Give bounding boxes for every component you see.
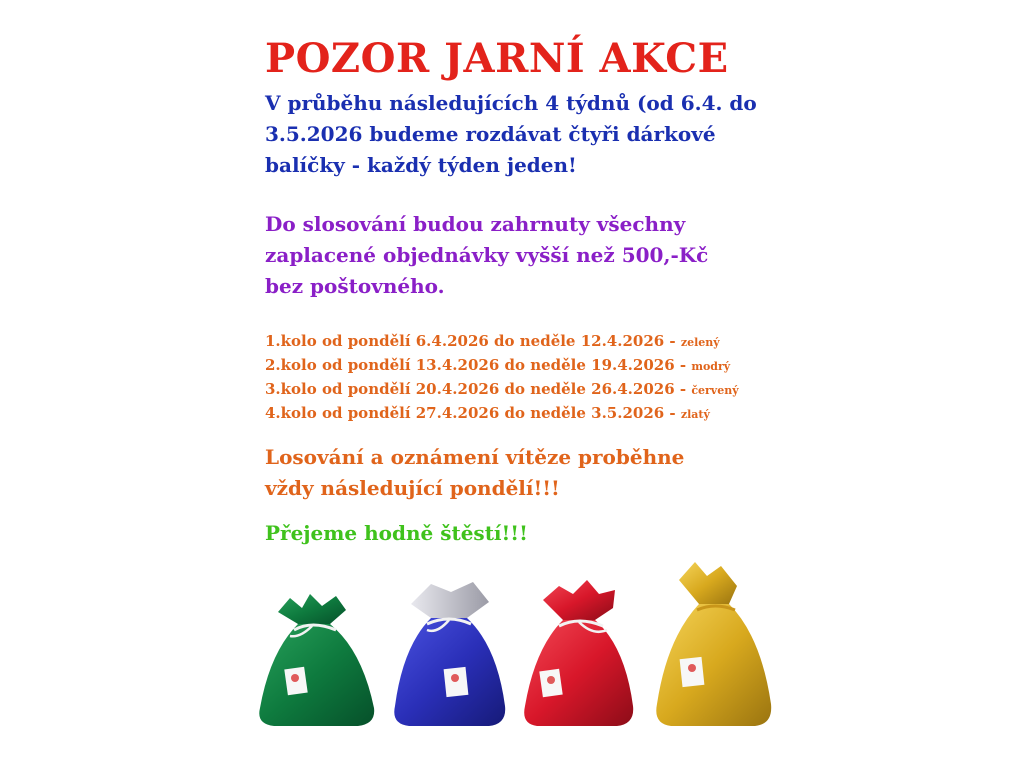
wish-text: Přejeme hodně štěstí!!! (265, 521, 528, 545)
conditions-line: bez poštovného. (265, 274, 445, 298)
gift-bags-image (250, 560, 780, 730)
blue-gift-bag (385, 580, 515, 730)
flyer (265, 34, 805, 549)
round-item (265, 330, 805, 354)
rounds-list (265, 330, 805, 426)
round-text: 1.kolo od pondělí 6.4.2026 do neděle 12.4.2026 - (265, 332, 681, 350)
round-text: 3.kolo od pondělí 20.4.2026 do neděle 26.4.2026 - (265, 380, 692, 398)
intro-line: 3.5.2026 budeme rozdávat čtyři dárkové (265, 122, 716, 146)
round-color: modrý (691, 360, 731, 373)
round-item (265, 402, 805, 426)
page-title: POZOR JARNÍ AKCE (265, 35, 729, 82)
intro-paragraph (265, 88, 805, 181)
round-text: 2.kolo od pondělí 13.4.2026 do neděle 19.4.2026 - (265, 356, 692, 374)
red-gift-bag (515, 580, 645, 730)
round-item (265, 354, 805, 378)
conditions-line: Do slosování budou zahrnuty všechny (265, 212, 686, 236)
conditions-paragraph (265, 209, 805, 302)
draw-info-line: Losování a oznámení vítěze proběhne (265, 445, 685, 469)
intro-line: balíčky - každý týden jeden! (265, 153, 577, 177)
gold-gift-bag (645, 560, 780, 730)
draw-info-line: vždy následující pondělí!!! (265, 476, 560, 500)
round-item (265, 378, 805, 402)
round-color: zlatý (680, 408, 710, 421)
round-color: červený (691, 384, 739, 397)
conditions-line: zaplacené objednávky vyšší než 500,-Kč (265, 243, 709, 267)
round-color: zelený (680, 336, 720, 349)
intro-line: V průběhu následujících 4 týdnů (od 6.4. do (265, 91, 757, 115)
draw-info-paragraph (265, 442, 805, 504)
green-gift-bag (250, 590, 385, 730)
round-text: 4.kolo od pondělí 27.4.2026 do neděle 3.5.2026 - (265, 404, 681, 422)
